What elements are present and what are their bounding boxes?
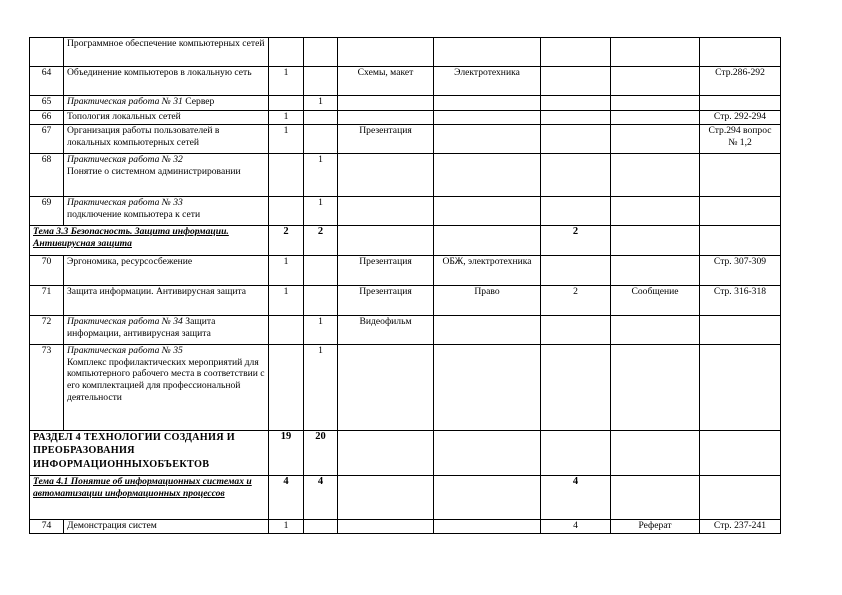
lesson-title xyxy=(64,286,269,316)
practice-hours: 4 xyxy=(304,476,338,520)
lesson-title-text: Объединение компьютеров в локальную сеть xyxy=(67,67,252,78)
theory-hours: 1 xyxy=(269,520,304,534)
table-row xyxy=(30,96,781,111)
teaching-means: Презентация xyxy=(338,125,434,154)
practice-hours: 1 xyxy=(304,154,338,197)
interdisciplinary-links xyxy=(434,38,541,67)
interdisciplinary-links xyxy=(434,520,541,534)
source-reference: Стр. 316-318 xyxy=(700,286,781,316)
self-study-type xyxy=(611,197,700,226)
practice-hours xyxy=(304,111,338,125)
interdisciplinary-links: Электротехника xyxy=(434,67,541,96)
theory-hours: 1 xyxy=(269,256,304,286)
lesson-title xyxy=(64,38,269,67)
lesson-title xyxy=(64,345,269,431)
lesson-title-text: Защита информации, антивирусная защита xyxy=(67,316,216,339)
teaching-means xyxy=(338,96,434,111)
self-study-type xyxy=(611,431,700,476)
interdisciplinary-links xyxy=(434,431,541,476)
table-row xyxy=(30,316,781,345)
topic-row xyxy=(30,476,781,520)
table-row xyxy=(30,197,781,226)
self-study-hours: 4 xyxy=(541,476,611,520)
table-row xyxy=(30,286,781,316)
row-number: 66 xyxy=(30,111,64,125)
lesson-title-text: Понятие о системном администрировании xyxy=(67,165,241,177)
practice-hours xyxy=(304,125,338,154)
self-study-type xyxy=(611,316,700,345)
source-reference xyxy=(700,226,781,256)
lesson-title xyxy=(64,111,269,125)
source-reference: Стр. 237-241 xyxy=(700,520,781,534)
teaching-means xyxy=(338,111,434,125)
theory-hours: 2 xyxy=(269,226,304,256)
source-reference: Стр. 292-294 xyxy=(700,111,781,125)
lesson-title xyxy=(64,520,269,534)
teaching-means xyxy=(338,520,434,534)
self-study-type: Реферат xyxy=(611,520,700,534)
self-study-type: Сообщение xyxy=(611,286,700,316)
interdisciplinary-links: Право xyxy=(434,286,541,316)
practice-hours xyxy=(304,286,338,316)
interdisciplinary-links xyxy=(434,197,541,226)
self-study-type xyxy=(611,38,700,67)
interdisciplinary-links: ОБЖ, электротехника xyxy=(434,256,541,286)
self-study-hours xyxy=(541,316,611,345)
table-row xyxy=(30,256,781,286)
self-study-hours xyxy=(541,197,611,226)
table-row xyxy=(30,38,781,67)
topic-row xyxy=(30,226,781,256)
self-study-type xyxy=(611,476,700,520)
theory-hours xyxy=(269,154,304,197)
lesson-title xyxy=(64,125,269,154)
practice-hours: 1 xyxy=(304,197,338,226)
row-number: 71 xyxy=(30,286,64,316)
theory-hours: 4 xyxy=(269,476,304,520)
practical-work-label: Практическая работа № 34 xyxy=(67,316,183,327)
source-reference xyxy=(700,316,781,345)
interdisciplinary-links xyxy=(434,345,541,431)
self-study-hours: 4 xyxy=(541,520,611,534)
row-number: 64 xyxy=(30,67,64,96)
lesson-plan-sheet xyxy=(29,37,781,534)
teaching-means xyxy=(338,226,434,256)
source-reference xyxy=(700,38,781,67)
source-reference: Стр.294 вопрос № 1,2 xyxy=(700,125,781,154)
row-number xyxy=(30,38,64,67)
table-row xyxy=(30,345,781,431)
self-study-hours xyxy=(541,38,611,67)
lesson-title-text: Комплекс профилактических мероприятий для компьютерного рабочего места в соответствии с его комплектацией для профессиональной деятельности xyxy=(67,356,265,403)
section-title: РАЗДЕЛ 4 ТЕХНОЛОГИИ СОЗДАНИЯ И ПРЕОБРАЗОВАНИЯ ИНФОРМАЦИОННЫХОБЪЕКТОВ xyxy=(30,431,269,476)
source-reference xyxy=(700,197,781,226)
self-study-hours xyxy=(541,125,611,154)
theory-hours xyxy=(269,38,304,67)
lesson-title-text: Программное обеспечение компьютерных сетей xyxy=(67,38,265,49)
self-study-type xyxy=(611,154,700,197)
practice-hours xyxy=(304,38,338,67)
theory-hours: 1 xyxy=(269,286,304,316)
lesson-title-text: подключение компьютера к сети xyxy=(67,208,201,220)
row-number: 65 xyxy=(30,96,64,111)
lesson-title-text: Демонстрация систем xyxy=(67,520,157,531)
theory-hours xyxy=(269,345,304,431)
theory-hours xyxy=(269,197,304,226)
row-number: 72 xyxy=(30,316,64,345)
teaching-means xyxy=(338,476,434,520)
source-reference xyxy=(700,96,781,111)
row-number: 67 xyxy=(30,125,64,154)
interdisciplinary-links xyxy=(434,316,541,345)
self-study-type xyxy=(611,345,700,431)
teaching-means xyxy=(338,197,434,226)
interdisciplinary-links xyxy=(434,125,541,154)
teaching-means: Презентация xyxy=(338,286,434,316)
self-study-hours xyxy=(541,431,611,476)
lesson-title-text: Эргономика, ресурсосбежение xyxy=(67,256,193,267)
table-row xyxy=(30,154,781,197)
topic-title: Тема 4.1 Понятие об информационных системах и автоматизации информационных процессов xyxy=(30,476,269,520)
interdisciplinary-links xyxy=(434,154,541,197)
teaching-means xyxy=(338,431,434,476)
lesson-title xyxy=(64,96,269,111)
lesson-title-text: Топология локальных сетей xyxy=(67,111,181,122)
row-number: 70 xyxy=(30,256,64,286)
row-number: 73 xyxy=(30,345,64,431)
topic-title: Тема 3.3 Безопасность. Защита информации. Антивирусная защита xyxy=(30,226,269,256)
practice-hours: 1 xyxy=(304,316,338,345)
self-study-type xyxy=(611,125,700,154)
interdisciplinary-links xyxy=(434,111,541,125)
interdisciplinary-links xyxy=(434,476,541,520)
source-reference xyxy=(700,431,781,476)
row-number: 74 xyxy=(30,520,64,534)
table-row xyxy=(30,125,781,154)
lesson-plan-table xyxy=(29,37,781,534)
lesson-title xyxy=(64,197,269,226)
interdisciplinary-links xyxy=(434,96,541,111)
source-reference xyxy=(700,345,781,431)
source-reference xyxy=(700,476,781,520)
teaching-means: Презентация xyxy=(338,256,434,286)
practice-hours xyxy=(304,67,338,96)
teaching-means xyxy=(338,345,434,431)
practice-hours xyxy=(304,520,338,534)
theory-hours: 1 xyxy=(269,111,304,125)
practice-hours xyxy=(304,256,338,286)
table-row xyxy=(30,111,781,125)
source-reference: Стр. 307-309 xyxy=(700,256,781,286)
self-study-hours xyxy=(541,111,611,125)
self-study-hours: 2 xyxy=(541,226,611,256)
self-study-type xyxy=(611,111,700,125)
practical-work-label: Практическая работа № 33 xyxy=(67,197,183,208)
self-study-type xyxy=(611,256,700,286)
practice-hours: 1 xyxy=(304,345,338,431)
practice-hours: 20 xyxy=(304,431,338,476)
lesson-title xyxy=(64,256,269,286)
self-study-hours xyxy=(541,345,611,431)
table-row xyxy=(30,67,781,96)
theory-hours: 1 xyxy=(269,67,304,96)
theory-hours xyxy=(269,96,304,111)
source-reference: Стр.286-292 xyxy=(700,67,781,96)
practice-hours: 2 xyxy=(304,226,338,256)
self-study-hours xyxy=(541,67,611,96)
interdisciplinary-links xyxy=(434,226,541,256)
practical-work-label: Практическая работа № 32 xyxy=(67,154,183,165)
theory-hours: 19 xyxy=(269,431,304,476)
lesson-title-text: Организация работы пользователей в локальных компьютерных сетей xyxy=(67,125,220,148)
teaching-means xyxy=(338,38,434,67)
self-study-hours: 2 xyxy=(541,286,611,316)
practical-work-label: Практическая работа № 31 xyxy=(67,96,183,107)
source-reference xyxy=(700,154,781,197)
lesson-title xyxy=(64,316,269,345)
teaching-means: Видеофильм xyxy=(338,316,434,345)
self-study-hours xyxy=(541,96,611,111)
self-study-hours xyxy=(541,154,611,197)
practical-work-label: Практическая работа № 35 xyxy=(67,345,183,356)
self-study-type xyxy=(611,226,700,256)
lesson-title-text: Сервер xyxy=(182,96,215,107)
row-number: 69 xyxy=(30,197,64,226)
theory-hours xyxy=(269,316,304,345)
table-row xyxy=(30,520,781,534)
lesson-title xyxy=(64,154,269,197)
lesson-title-text: Защита информации. Антивирусная защита xyxy=(67,286,247,297)
teaching-means xyxy=(338,154,434,197)
self-study-type xyxy=(611,96,700,111)
section-row xyxy=(30,431,781,476)
self-study-type xyxy=(611,67,700,96)
lesson-title xyxy=(64,67,269,96)
row-number: 68 xyxy=(30,154,64,197)
self-study-hours xyxy=(541,256,611,286)
theory-hours: 1 xyxy=(269,125,304,154)
practice-hours: 1 xyxy=(304,96,338,111)
teaching-means: Схемы, макет xyxy=(338,67,434,96)
